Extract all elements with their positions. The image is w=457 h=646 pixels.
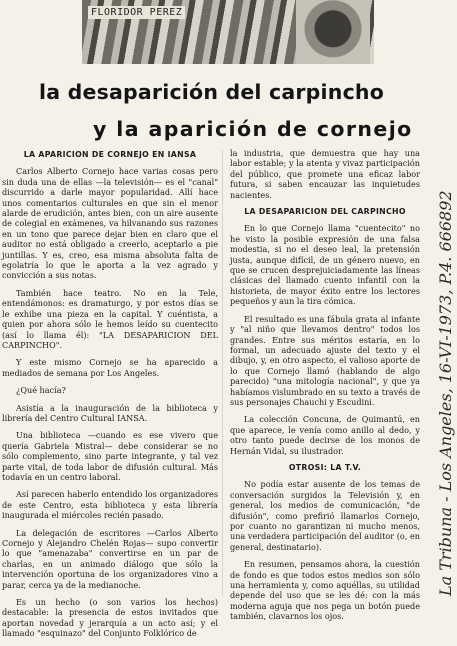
section-heading-carpincho: LA DESAPARICION DEL CARPINCHO bbox=[244, 207, 406, 217]
paragraph: No podía estar ausente de los temas de conversación surgidos la Televisión y, en general, los medios de comunicación, "de difusión", como prefirió llamarlos Cornejo, por cuanto no garantizan ni mucho menos, una verdadera participación del auditor (o, en general, destinatario). bbox=[230, 479, 420, 552]
paragraph: La delegación de escritores —Carlos Alberto Cornejo y Alejandro Chelén Rojas— supo convertir lo que "amenazaba" convertirse en un par de charlas, en un animado diálogo que sólo la intervención oportuna de los organizadores vino a parar, cerca ya de la medianoche. bbox=[2, 527, 218, 590]
column-divider bbox=[222, 150, 223, 596]
article-title-line-1: la desaparición del carpincho bbox=[39, 80, 385, 104]
author-portrait bbox=[296, 0, 370, 64]
section-heading-tv: OTROSI: LA T.V. bbox=[288, 462, 362, 472]
paragraph: Es un hecho (o son varios los hechos) destacable: la presencia de estos invitados que aportan novedad y jerarquía a un acto así; y el llamado "esquinazo" del Conjunto Folklórico de bbox=[2, 597, 218, 639]
handwritten-source-note: La Tribuna - Los Angeles, 16-VI-1973, P.4. 666892 bbox=[436, 190, 455, 596]
paragraph: Una biblioteca —cuando es ese vivero que quería Gabriela Mistral— debe considerar se no sólo complemento, sino parte integrante, y tal vez parte vital, de toda labor de difusión cultural. Más todavía en un centro laboral. bbox=[2, 430, 218, 482]
paragraph: Así parecen haberlo entendido los organizadores de este Centro, esta biblioteca y esta librería inaugurada el miércoles recién pasado. bbox=[2, 489, 218, 521]
paragraph: En resumen, pensamos ahora, la cuestión de fondo es que todos estos medios son sólo una herramienta y, como aquéllas, su utilidad depende del uso que se les dé: con la más moderna aguja que nos pega un botón puede también, clavarnos los ojos. bbox=[230, 559, 420, 622]
section-heading-iansa: LA APARICION DE CORNEJO EN IANSA bbox=[23, 150, 197, 159]
author-name: FLORIDOR PEREZ bbox=[88, 6, 185, 19]
header-banner bbox=[82, 0, 374, 64]
right-column bbox=[230, 148, 420, 629]
paragraph: Asistía a la inauguración de la biblioteca y librería del Centro Cultural IANSA. bbox=[2, 402, 218, 423]
paragraph: La colección Concuna, de Quimantú, en que aparece, le venía como anillo al dedo, y otro tanto puede decirse de los monos de Hernán Vidal, su ilustrador. bbox=[230, 414, 420, 456]
paragraph: la industria, que demuestra que hay una labor estable; y la atenta y vivaz participación del público, que promete una eficaz labor futura, si saben encauzar las inquietudes nacientes. bbox=[230, 148, 420, 200]
paragraph: También hace teatro. No en la Tele, entendámonos: es dramaturgo, y por estos días se le exhibe una pieza en la capital. Y cuéntista, a quien por ahora sólo le hemos leído su cuentecito (así lo llama él): "LA DESAPARICION DEL CARPINCHO". bbox=[2, 287, 218, 350]
paragraph: El resultado es una fábula grata al infante y "al niño que llevamos dentro" todos los grandes. Entre sus méritos estaría, en lo formal, un adecuado ajuste del texto y el dibujo, y, en otro aspecto, el valioso aporte de lo que Cornejo llamó (hablando de algo parecido) "una mitología nacional", y que ya habíamos vislumbrado en su texto a través de sus personajes Chauchi y Escudini. bbox=[230, 313, 420, 407]
left-column bbox=[2, 150, 218, 646]
paragraph: Carlos Alberto Cornejo hace varias cosas pero sin duda una de ellas —la televisión— es el "canal" discurrido a darle mayor popularidad. Allí hace unos comentarios culturales en que sin el menor alarde de erudición, antes bien, con un aire ausente de colegial en exámenes, va hilvanando sus razones en un tono que parece dejar bien en claro que el auditor no está obligado a creerlo, aceptarlo a pie juntillas. Y es, creo, esa misma absoluta falta de egolatría lo que le aporta a la vez agrado y convicción a sus notas. bbox=[2, 166, 218, 281]
paragraph: En lo que Cornejo llama "cuentecito" no he visto la posible expresión de una falsa modestia, si no el deseo leal, la pretensión justa, aunque difícil, de un género nuevo, en que se crucen desprejuiciadamente las líneas clásicas del llamado cuento infantil con la historieta, de mayor éxito entre los lectores pequeños y aun la tira cómica. bbox=[230, 223, 420, 307]
article-title-line-2: y la aparición de cornejo bbox=[93, 117, 413, 141]
paragraph: ¿Qué hacía? bbox=[16, 385, 66, 396]
paragraph: Y este mismo Cornejo se ha aparecido a mediados de semana por Los Angeles. bbox=[2, 357, 218, 378]
